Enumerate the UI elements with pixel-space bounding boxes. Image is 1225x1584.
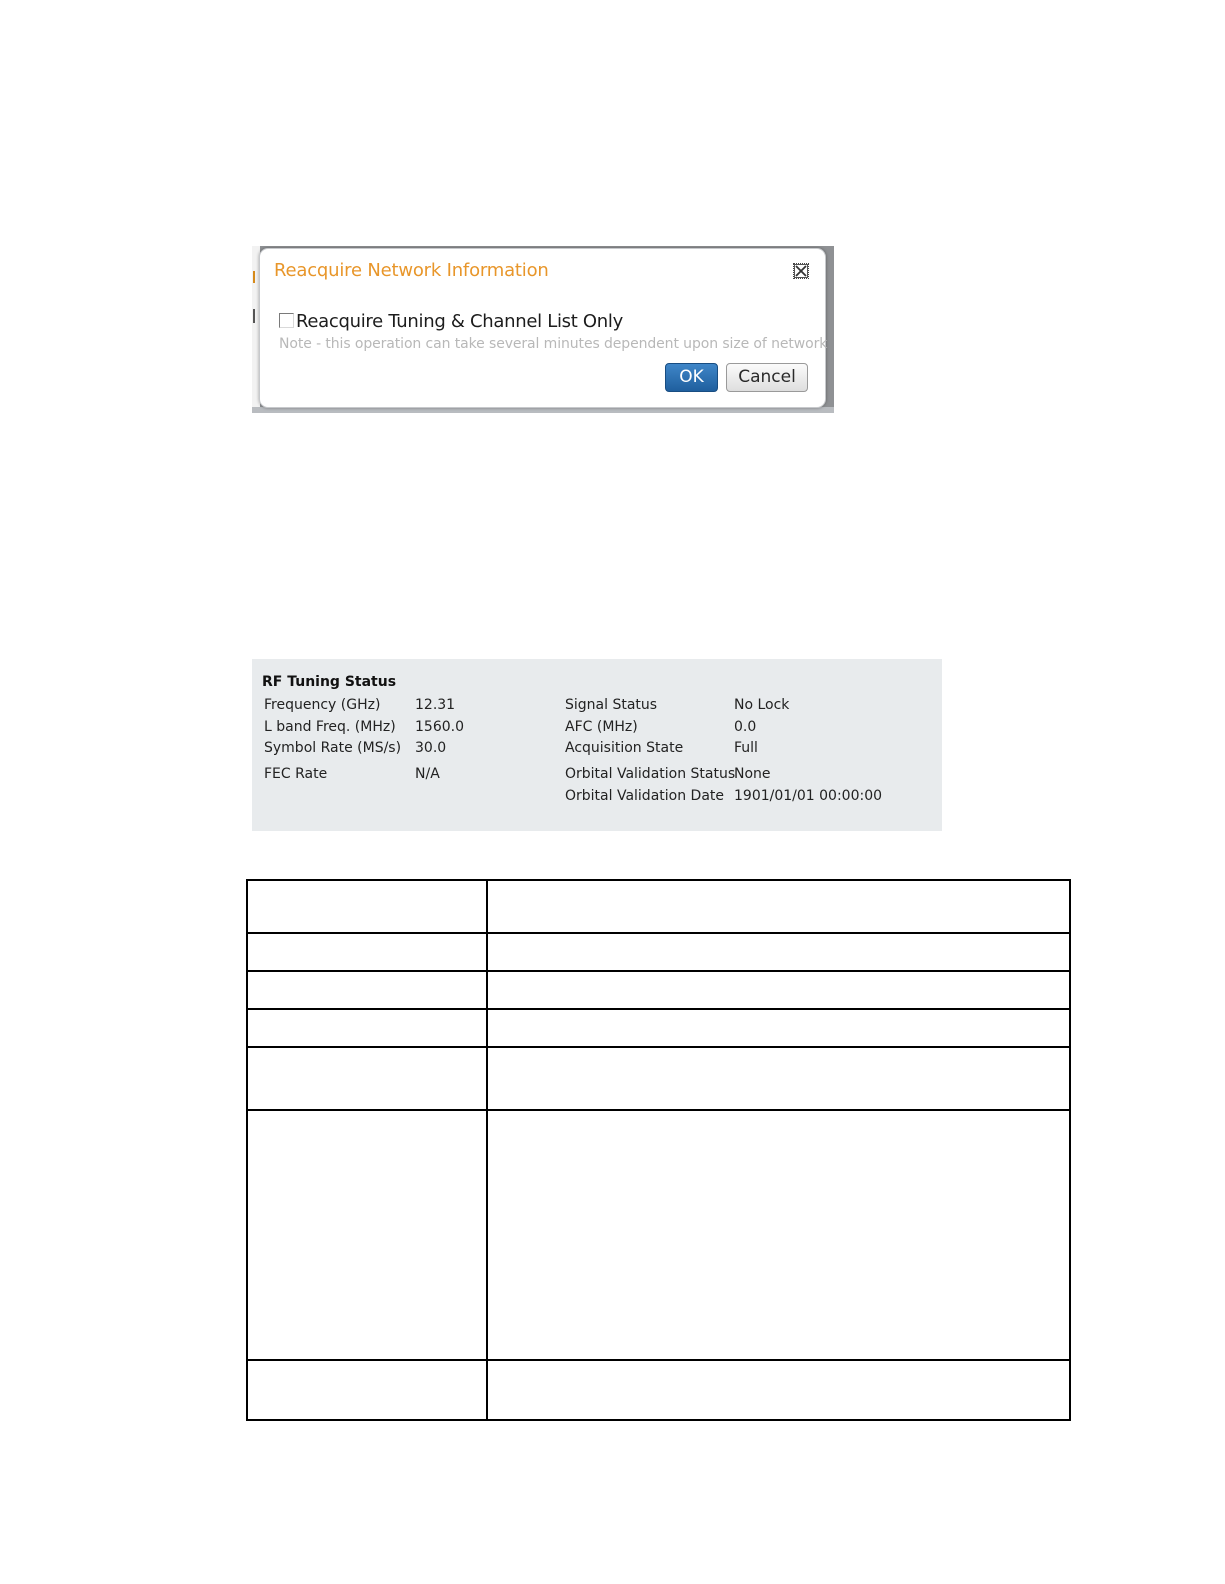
table-cell	[247, 1009, 487, 1047]
cancel-button[interactable]: Cancel	[726, 363, 808, 392]
lband-freq-label: L band Freq. (MHz)	[264, 719, 396, 735]
table-cell	[247, 1110, 487, 1360]
table-row	[247, 1110, 1070, 1360]
dialog-title: Reacquire Network Information	[274, 260, 549, 281]
table-cell	[487, 1047, 1070, 1110]
table-cell	[487, 880, 1070, 933]
table-cell	[247, 971, 487, 1009]
orbital-validation-date-value: 1901/01/01 00:00:00	[734, 788, 883, 804]
table-row	[247, 1009, 1070, 1047]
operation-note: Note - this operation can take several minutes dependent upon size of network	[279, 336, 828, 352]
fec-rate-label: FEC Rate	[264, 766, 328, 782]
table-cell	[247, 880, 487, 933]
table-row	[247, 933, 1070, 971]
orbital-validation-status-value: None	[734, 766, 771, 782]
frequency-label: Frequency (GHz)	[264, 697, 381, 713]
signal-status-value: No Lock	[734, 697, 790, 713]
table-row	[247, 1047, 1070, 1110]
table-cell	[487, 971, 1070, 1009]
symbol-rate-value: 30.0	[415, 740, 447, 756]
acquisition-state-value: Full	[734, 740, 758, 756]
close-icon[interactable]	[793, 263, 809, 279]
ok-button[interactable]: OK	[665, 363, 718, 392]
fec-rate-value: N/A	[415, 766, 440, 782]
table-cell	[487, 1360, 1070, 1420]
rf-tuning-status-panel	[252, 659, 942, 831]
table-cell	[247, 1047, 487, 1110]
reacquire-tuning-checkbox[interactable]	[279, 313, 294, 328]
description-table	[246, 879, 1071, 1421]
afc-value: 0.0	[734, 719, 757, 735]
orbital-validation-status-label: Orbital Validation Status	[565, 766, 736, 782]
symbol-rate-label: Symbol Rate (MS/s)	[264, 740, 402, 756]
table-cell	[487, 933, 1070, 971]
rf-panel-title: RF Tuning Status	[262, 674, 397, 690]
lband-freq-value: 1560.0	[415, 719, 464, 735]
frequency-value: 12.31	[415, 697, 456, 713]
table-cell	[487, 1009, 1070, 1047]
table-cell	[247, 1360, 487, 1420]
reacquire-dialog	[259, 248, 826, 408]
afc-label: AFC (MHz)	[565, 719, 638, 735]
acquisition-state-label: Acquisition State	[565, 740, 684, 756]
signal-status-label: Signal Status	[565, 697, 658, 713]
reacquire-dialog-screenshot	[252, 246, 834, 413]
reacquire-tuning-label[interactable]: Reacquire Tuning & Channel List Only	[296, 311, 623, 332]
table-row	[247, 880, 1070, 933]
table-row	[247, 971, 1070, 1009]
table-cell	[487, 1110, 1070, 1360]
table-row	[247, 1360, 1070, 1420]
orbital-validation-date-label: Orbital Validation Date	[565, 788, 725, 804]
table-cell	[247, 933, 487, 971]
